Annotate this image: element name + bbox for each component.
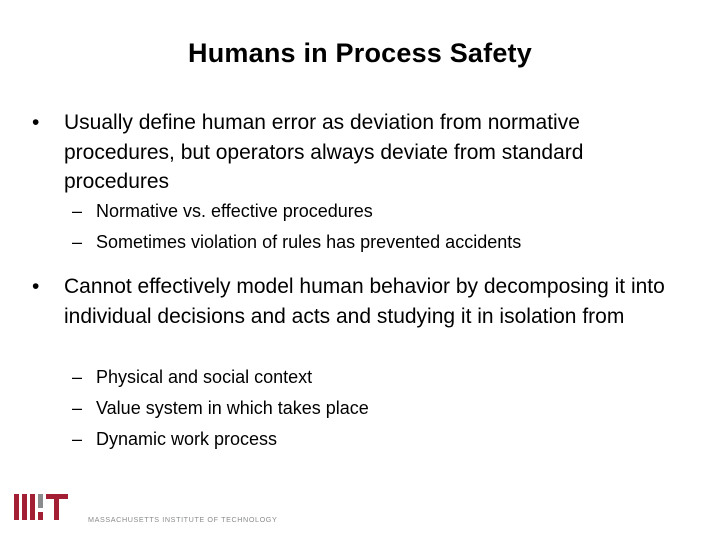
bullet-item [32,108,672,197]
sub-bullet-item [72,227,692,258]
bullet-marker: • [32,275,40,298]
bullet-text: Usually define human error as deviation from normative procedures, but operators always deviate from standard procedures [64,111,584,193]
mit-logo-institution-text: MASSACHUSETTS INSTITUTE OF TECHNOLOGY [88,515,278,524]
sub-bullet-item [72,362,692,393]
mit-logo [14,494,294,524]
bullet-marker: • [32,111,40,134]
bullet-item [32,272,672,331]
sub-bullet-marker: – [72,201,83,221]
bullet-text: Cannot effectively model human behavior by decomposing it into individual decisions and acts and studying it in isolation from [64,275,665,328]
sub-bullet-item [72,393,692,424]
sub-bullet-marker: – [72,398,83,418]
sub-bullet-item [72,196,692,227]
sub-bullet-text: Value system in which takes place [96,398,369,418]
sub-bullet-marker: – [72,429,83,449]
sub-bullet-text: Normative vs. effective procedures [96,201,373,221]
slide-title: Humans in Process Safety [188,38,532,68]
mit-logo-mark [14,494,68,520]
sub-bullet-item [72,424,692,455]
sub-bullet-text: Physical and social context [96,367,313,387]
sub-bullet-marker: – [72,232,83,252]
sub-bullet-text: Dynamic work process [96,429,278,449]
sub-bullet-text: Sometimes violation of rules has prevented accidents [96,232,522,252]
sub-bullet-marker: – [72,367,83,387]
